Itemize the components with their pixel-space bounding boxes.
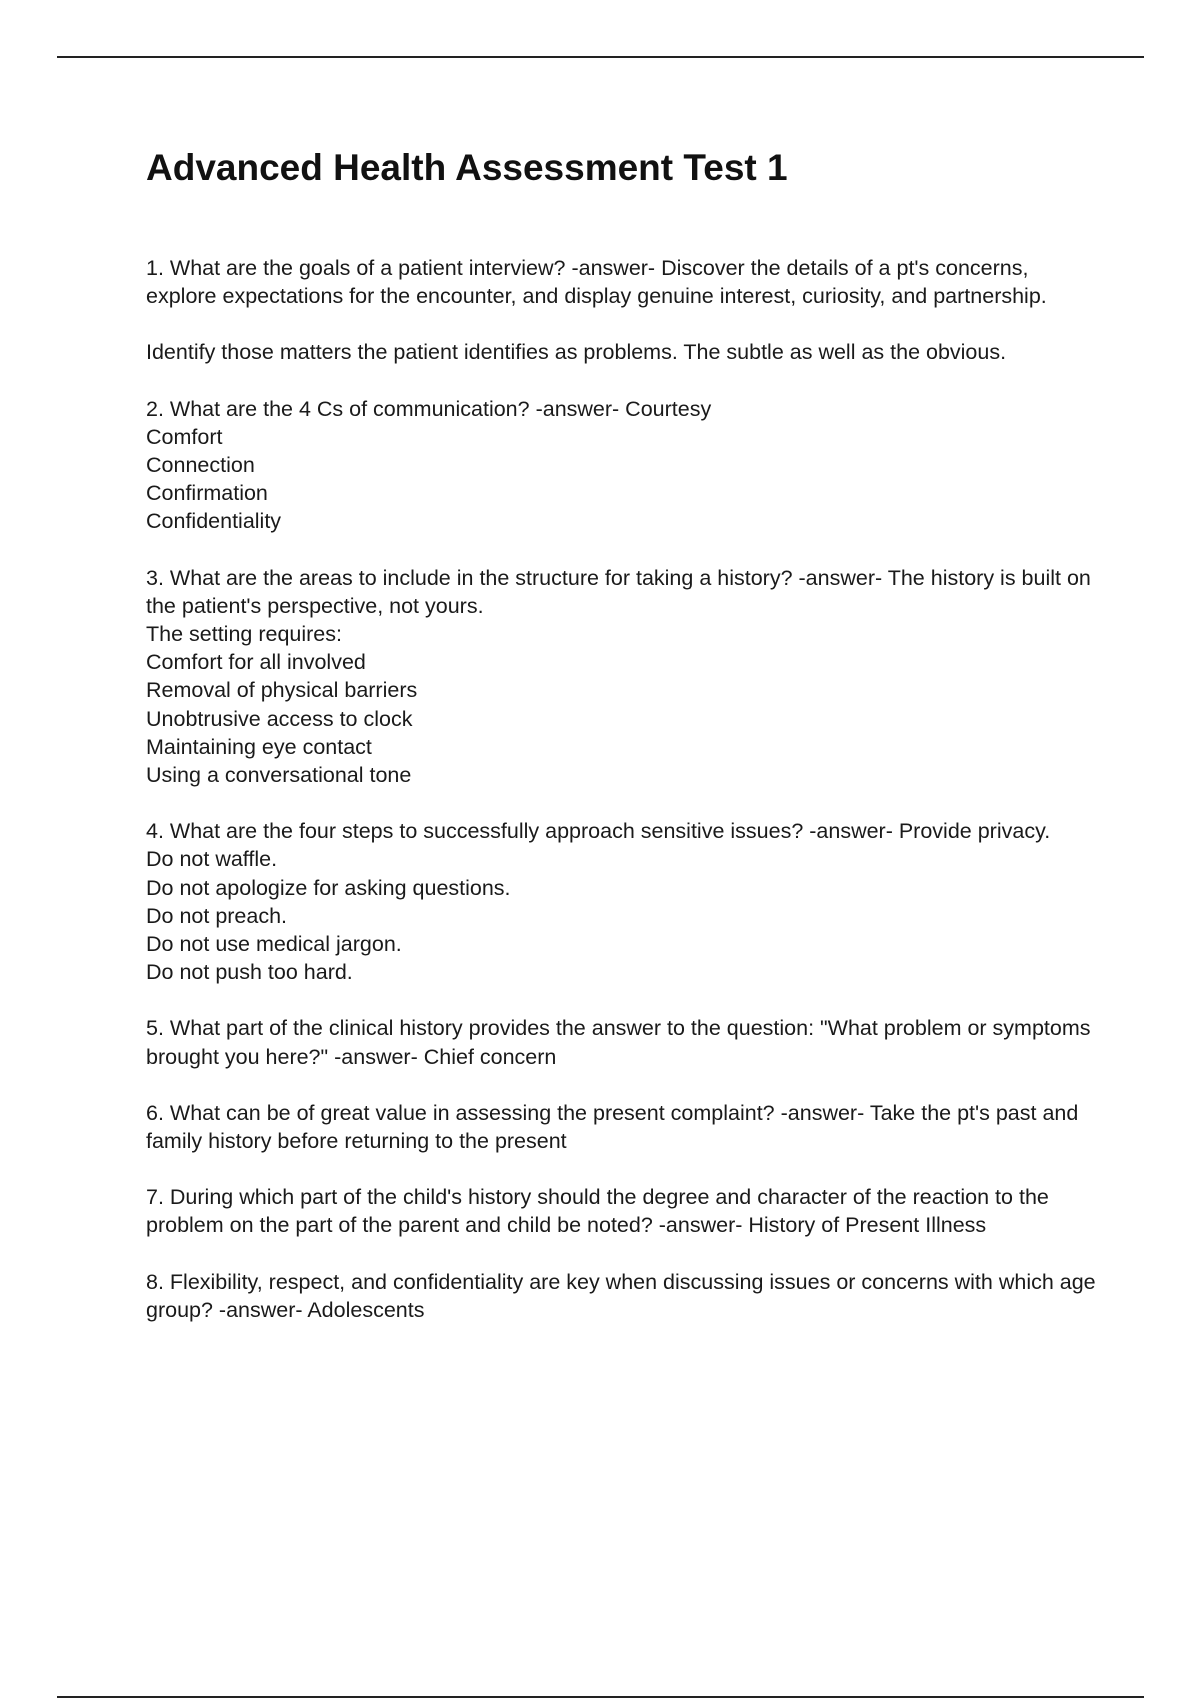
qa-line: Identify those matters the patient identifies as problems. The subtle as well as the obvious.: [146, 340, 1007, 365]
top-divider: [57, 56, 1144, 58]
qa-line: Do not push too hard.: [146, 960, 353, 985]
bottom-divider: [57, 1696, 1144, 1698]
qa-line: Using a conversational tone: [146, 763, 412, 788]
qa-block: [146, 395, 1096, 536]
qa-block: [146, 1099, 1096, 1155]
qa-line: Do not use medical jargon.: [146, 932, 402, 957]
qa-block: [146, 1014, 1096, 1070]
qa-block: [146, 254, 1096, 310]
qa-line: Connection: [146, 453, 255, 478]
document-body: [146, 140, 1096, 1352]
qa-block: [146, 564, 1096, 790]
qa-line: The setting requires:: [146, 622, 342, 647]
qa-line: 8. Flexibility, respect, and confidentiality are key when discussing issues or concerns with which age group? -answer- Adolescents: [146, 1269, 1096, 1322]
qa-line: 1. What are the goals of a patient interview? -answer- Discover the details of a pt's concerns, explore expectations for the encounter, and display genuine interest, curiosity, and partnership.: [146, 256, 1047, 309]
qa-line: Do not apologize for asking questions.: [146, 875, 511, 900]
qa-line: 3. What are the areas to include in the structure for taking a history? -answer- The history is built on the patient's perspective, not yours.: [146, 565, 1091, 618]
qa-list: [146, 254, 1096, 1324]
qa-block: [146, 1183, 1096, 1239]
qa-line: Confirmation: [146, 481, 268, 506]
qa-block: [146, 817, 1096, 986]
qa-line: Maintaining eye contact: [146, 734, 372, 759]
qa-block: [146, 1268, 1096, 1324]
qa-block: [146, 338, 1096, 366]
qa-line: Do not waffle.: [146, 847, 278, 872]
qa-line: Do not preach.: [146, 903, 288, 928]
qa-line: Removal of physical barriers: [146, 678, 418, 703]
qa-line: Comfort for all involved: [146, 650, 366, 675]
qa-line: 6. What can be of great value in assessing the present complaint? -answer- Take the pt's past and family history before returning to the present: [146, 1100, 1079, 1154]
qa-line: Unobtrusive access to clock: [146, 706, 413, 731]
qa-line: 7. During which part of the child's history should the degree and character of the reaction to the problem on the part of the parent and child be noted? -answer- History of Present Illness: [146, 1185, 1049, 1238]
qa-line: 5. What part of the clinical history provides the answer to the question: "What problem or symptoms brought you here?" -answer- Chief concern: [146, 1016, 1091, 1069]
document-title: Advanced Health Assessment Test 1: [146, 147, 788, 188]
qa-line: Confidentiality: [146, 509, 282, 534]
qa-line: Comfort: [146, 424, 223, 449]
qa-line: 2. What are the 4 Cs of communication? -answer- Courtesy: [146, 396, 712, 421]
qa-line: 4. What are the four steps to successfully approach sensitive issues? -answer- Provide privacy.: [146, 819, 1051, 844]
